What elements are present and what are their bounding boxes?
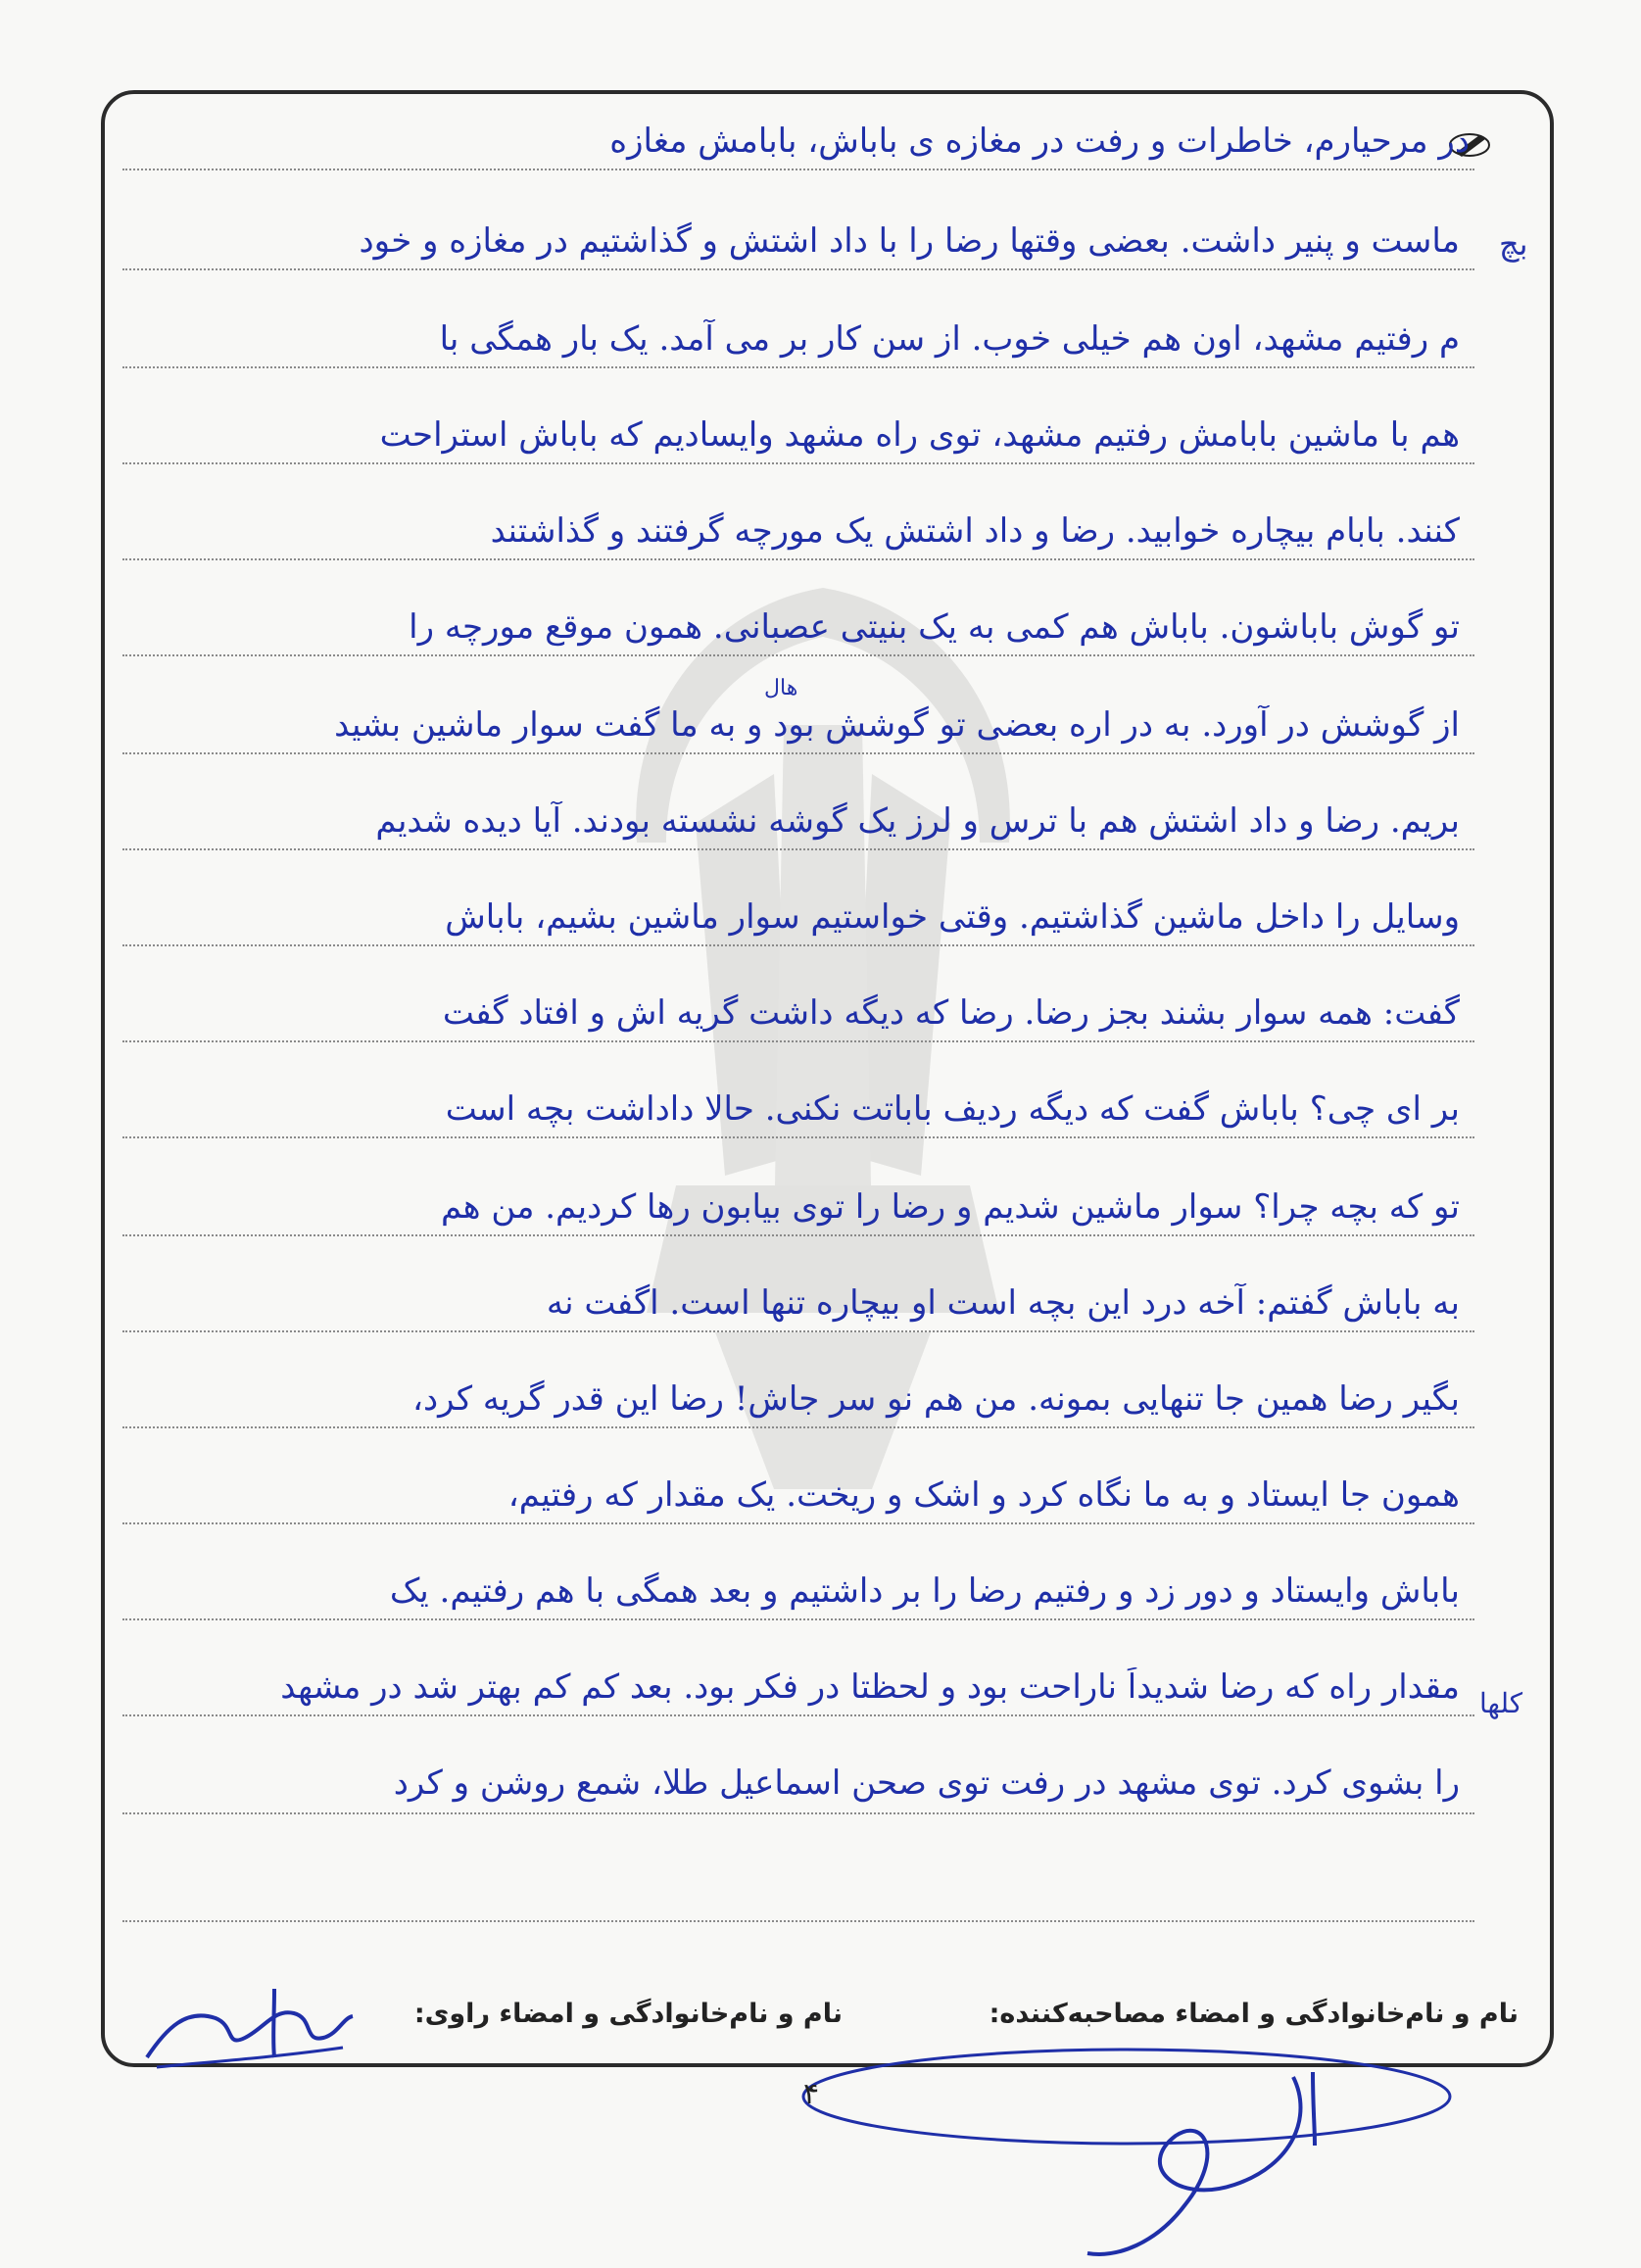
page-number: ۴	[803, 2077, 820, 2111]
handwritten-line: در مرحیارم، خاطرات و رفت در مغازه ی باباش، بابامش مغازه	[609, 121, 1470, 161]
narrator-signature	[127, 1969, 362, 2087]
ruled-line	[122, 654, 1474, 656]
handwritten-line: را بشوی کرد. توی مشهد در رفت توی صحن اسماعیل طلا، شمع روشن و کرد	[393, 1763, 1460, 1803]
ruled-line	[122, 1812, 1474, 1814]
handwritten-line: بر ای چی؟ باباش گفت که دیگه ردیف باباتت نکنی. حالا داداشت بچه است	[445, 1089, 1460, 1129]
handwritten-line: بریم. رضا و داد اشتش هم با ترس و لرز یک گوشه نشسته بودند. آیا دیده شدیم	[375, 801, 1460, 841]
handwritten-line: گفت: همه سوار بشند بجز رضا. رضا که دیگه داشت گریه اش و افتاد گفت	[442, 993, 1460, 1033]
handwritten-line: ماست و پنیر داشت. بعضی وقتها رضا را با داد اشتش و گذاشتیم در مغازه و خود	[359, 221, 1460, 261]
handwritten-line: کنند. بابام بیچاره خوابید. رضا و داد اشتش یک مورچه گرفتند و گذاشتند	[490, 511, 1460, 551]
ruled-line	[122, 1330, 1474, 1332]
margin-note: کلها	[1479, 1687, 1523, 1719]
handwritten-line: وسایل را داخل ماشین گذاشتیم. وقتی خواستیم سوار ماشین بشیم، باباش	[445, 897, 1460, 937]
ruled-line	[122, 752, 1474, 754]
ruled-line	[122, 268, 1474, 270]
ruled-line	[122, 1618, 1474, 1620]
handwritten-line: تو گوش باباشون. باباش هم کمی به یک بنیتی عصبانی. همون موقع مورچه را	[409, 607, 1460, 647]
insertion-note: هال	[764, 676, 798, 700]
ruled-line	[122, 169, 1474, 170]
ruled-line	[122, 366, 1474, 368]
ruled-line	[122, 1522, 1474, 1524]
ruled-line	[122, 558, 1474, 560]
handwritten-line: از گوشش در آورد. به در اره بعضی تو گوشش بود و به ما گفت سوار ماشین بشید	[334, 705, 1460, 745]
handwritten-line: تو که بچه چرا؟ سوار ماشین شدیم و رضا را توی بیابون رها کردیم. من هم	[440, 1187, 1460, 1227]
handwritten-line: به باباش گفتم: آخه درد این بچه است او بیچاره تنها است. اگفت نه	[546, 1283, 1460, 1323]
ruled-line	[122, 462, 1474, 464]
margin-note: بچ	[1499, 225, 1528, 263]
interviewer-label: نام و نام‌خانوادگی و امضاء مصاحبه‌کننده:	[989, 1999, 1519, 2029]
ruled-line	[122, 1714, 1474, 1716]
handwritten-line: م رفتیم مشهد، اون هم خیلی خوب. از سن کار بر می آمد. یک بار همگی با	[439, 319, 1460, 359]
narrator-label: نام و نام‌خانوادگی و امضاء راوی:	[413, 1999, 843, 2029]
handwritten-line: مقدار راه که رضا شدیداً ناراحت بود و لحظتا در فکر بود. بعد کم کم بهتر شد در مشهد	[280, 1667, 1460, 1707]
handwritten-line: بگیر رضا همین جا تنهایی بمونه. من هم نو سر جاش! رضا این قدر گریه کرد،	[412, 1379, 1460, 1419]
ruled-line	[122, 848, 1474, 850]
handwritten-line: همون جا ایستاد و به ما نگاه کرد و اشک و ریخت. یک مقدار که رفتیم،	[507, 1475, 1460, 1515]
ruled-line	[122, 1040, 1474, 1042]
ruled-line	[122, 1920, 1474, 1922]
ruled-line	[122, 944, 1474, 946]
handwritten-line: باباش وایستاد و دور زد و رفتیم رضا را بر داشتیم و بعد همگی با هم رفتیم. یک	[389, 1571, 1460, 1611]
interviewer-signature	[764, 2038, 1489, 2263]
ruled-line	[122, 1426, 1474, 1428]
ruled-line	[122, 1234, 1474, 1236]
ruled-line	[122, 1136, 1474, 1138]
handwritten-line: هم با ماشین بابامش رفتیم مشهد، توی راه مشهد وایسادیم که باباش استراحت	[379, 415, 1460, 455]
